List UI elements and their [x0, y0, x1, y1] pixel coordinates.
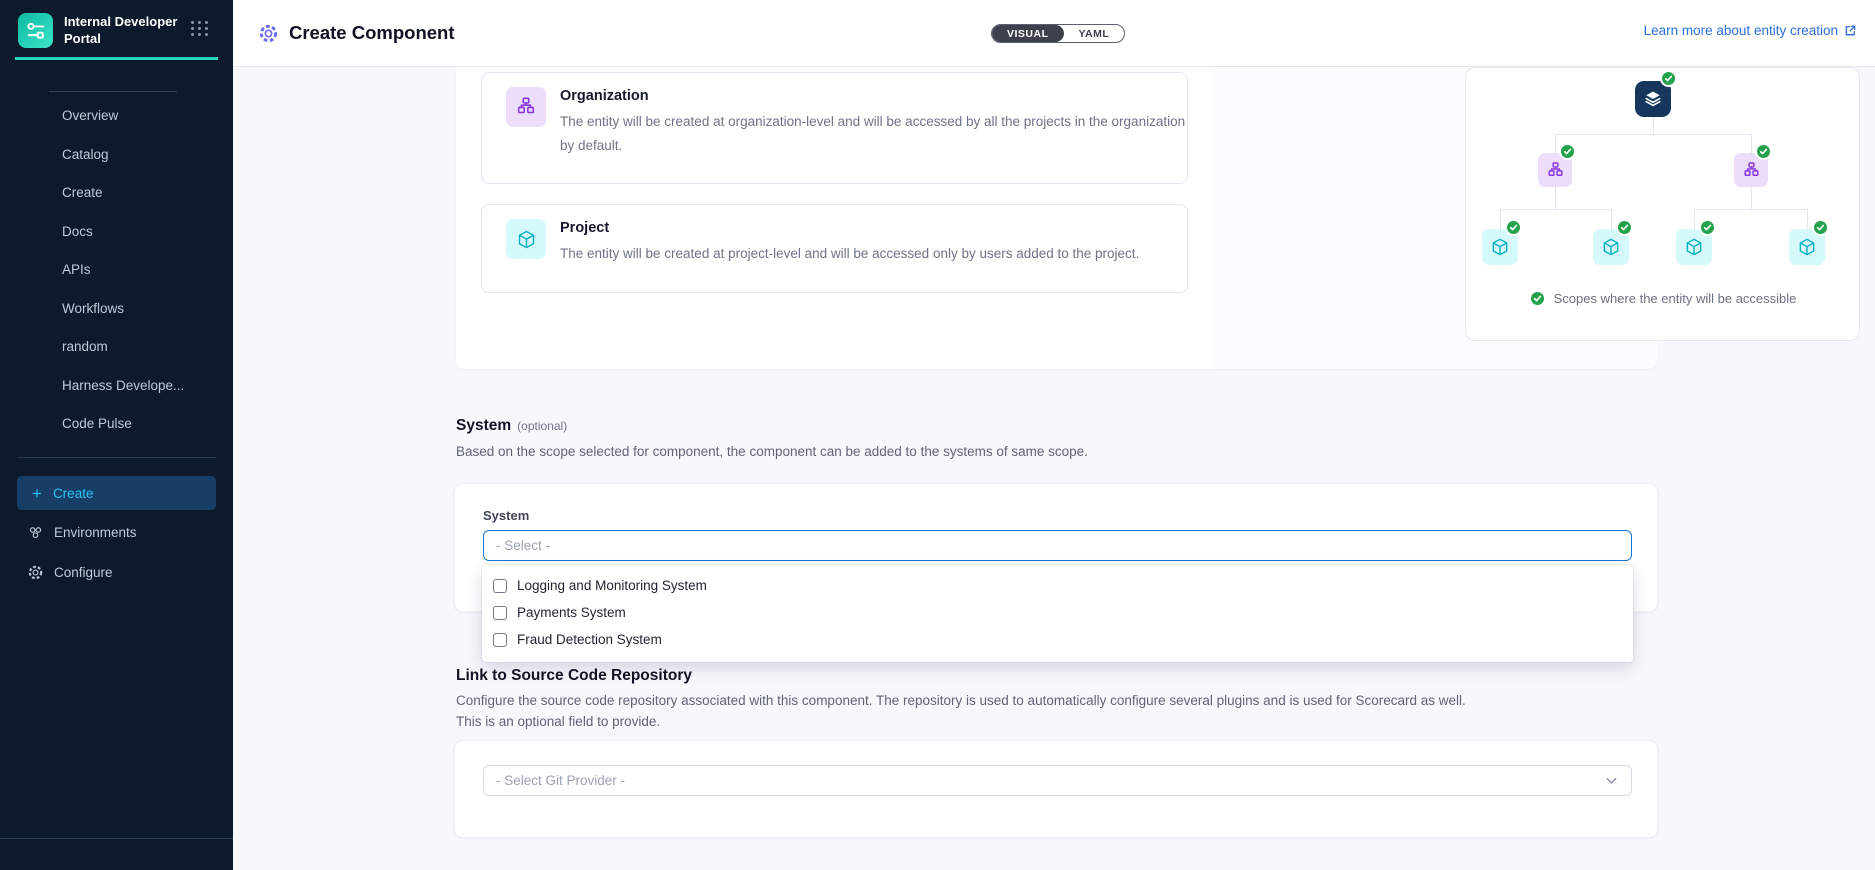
- sidebar-configure-label: Configure: [54, 564, 113, 580]
- organization-title: Organization: [560, 88, 649, 104]
- chevron-down-icon: [1604, 773, 1619, 788]
- sidebar-item-docs[interactable]: Docs: [62, 223, 93, 239]
- page-title-wrap: [258, 0, 455, 66]
- project-title: Project: [560, 220, 610, 236]
- brand-title: Internal Developer Portal: [64, 13, 178, 46]
- option-label: Fraud Detection System: [517, 632, 662, 647]
- option-label: Payments System: [517, 605, 626, 620]
- idp-logo-icon: [18, 13, 53, 48]
- scope-diagram-card: [1465, 67, 1860, 341]
- main-content: [233, 67, 1875, 870]
- repository-section-heading: Link to Source Code Repository: [456, 667, 692, 684]
- brand[interactable]: [18, 13, 186, 48]
- brand-accent-rule: [15, 57, 218, 60]
- system-section-heading: System (optional): [456, 417, 568, 434]
- sidebar: [0, 0, 233, 870]
- app-grid-icon[interactable]: [191, 21, 209, 36]
- environments-icon: [27, 524, 44, 541]
- visual-yaml-toggle[interactable]: [991, 24, 1125, 43]
- diagram-caption-text: Scopes where the entity will be accessible: [1553, 291, 1797, 306]
- system-select-placeholder: - Select -: [496, 538, 551, 553]
- repository-card: [454, 740, 1658, 838]
- option-checkbox[interactable]: [493, 633, 507, 647]
- tab-yaml[interactable]: YAML: [1078, 27, 1110, 40]
- repository-description-line1: Configure the source code repository associated with this component. The repository is used to automatically configure several plugins and is used for Scorecard as well.: [456, 693, 1466, 708]
- page-header: [233, 0, 1875, 67]
- sidebar-section-divider: [17, 457, 216, 458]
- sidebar-item-catalog[interactable]: Catalog: [62, 146, 109, 162]
- dropdown-option-logging[interactable]: [482, 572, 1633, 599]
- sidebar-item-overview[interactable]: Overview: [62, 108, 119, 123]
- project-description: The entity will be created at project-level and will be accessed only by users added to the project.: [560, 246, 1140, 261]
- git-provider-select[interactable]: [483, 765, 1632, 796]
- sidebar-item-harness-developer[interactable]: Harness Develope...: [62, 377, 185, 393]
- scope-option-project[interactable]: [481, 204, 1188, 293]
- repository-description-line2: This is an optional field to provide.: [456, 714, 661, 729]
- organization-icon: [506, 87, 546, 127]
- scope-options-panel: [456, 67, 1212, 369]
- check-icon: [1616, 219, 1633, 236]
- sidebar-item-apis[interactable]: APIs: [62, 262, 91, 277]
- sidebar-create-label: Create: [52, 485, 94, 501]
- system-select[interactable]: [483, 530, 1632, 561]
- learn-more-label: Learn more about entity creation: [1643, 23, 1838, 38]
- plus-icon: +: [32, 483, 42, 503]
- sidebar-item-create-active[interactable]: [17, 476, 216, 510]
- scope-option-organization[interactable]: [481, 72, 1188, 184]
- diagram-caption: [1466, 290, 1859, 307]
- organization-description: The entity will be created at organization-level and will be accessed by all the projects in the organization by default.: [560, 114, 1186, 153]
- gear-icon: [27, 564, 44, 581]
- sidebar-item-configure[interactable]: [0, 557, 233, 587]
- sidebar-nav: [0, 97, 233, 444]
- component-gear-icon: [258, 23, 279, 44]
- dropdown-option-payments[interactable]: [482, 599, 1633, 626]
- sidebar-item-workflows[interactable]: Workflows: [62, 300, 125, 316]
- check-icon: [1660, 70, 1677, 87]
- sidebar-environments-label: Environments: [54, 524, 137, 540]
- system-field-label: System: [483, 508, 530, 523]
- sidebar-item-random[interactable]: random: [62, 339, 108, 354]
- system-section-description: Based on the scope selected for component, the component can be added to the systems of same scope.: [456, 444, 1088, 459]
- external-link-icon: [1844, 24, 1857, 37]
- check-icon: [1505, 219, 1522, 236]
- scope-section: [456, 67, 1797, 369]
- check-icon: [1559, 143, 1576, 160]
- project-icon: [506, 219, 546, 259]
- dropdown-option-fraud[interactable]: [482, 626, 1633, 653]
- option-checkbox[interactable]: [493, 579, 507, 593]
- check-icon: [1699, 219, 1716, 236]
- option-checkbox[interactable]: [493, 606, 507, 620]
- sidebar-item-create[interactable]: Create: [62, 185, 103, 200]
- check-icon: [1812, 219, 1829, 236]
- check-icon: [1755, 143, 1772, 160]
- tab-visual[interactable]: VISUAL: [992, 25, 1064, 42]
- check-icon: [1529, 290, 1546, 307]
- learn-more-link[interactable]: [1644, 23, 1857, 38]
- sidebar-item-environments[interactable]: [0, 517, 233, 547]
- nav-divider: [49, 91, 177, 92]
- page-title: Create Component: [289, 22, 455, 43]
- option-label: Logging and Monitoring System: [517, 578, 707, 593]
- system-dropdown: [482, 565, 1633, 662]
- sidebar-item-code-pulse[interactable]: Code Pulse: [62, 416, 132, 431]
- git-provider-placeholder: - Select Git Provider -: [496, 773, 626, 788]
- sidebar-footer-divider: [0, 838, 233, 839]
- optional-tag: (optional): [517, 419, 568, 433]
